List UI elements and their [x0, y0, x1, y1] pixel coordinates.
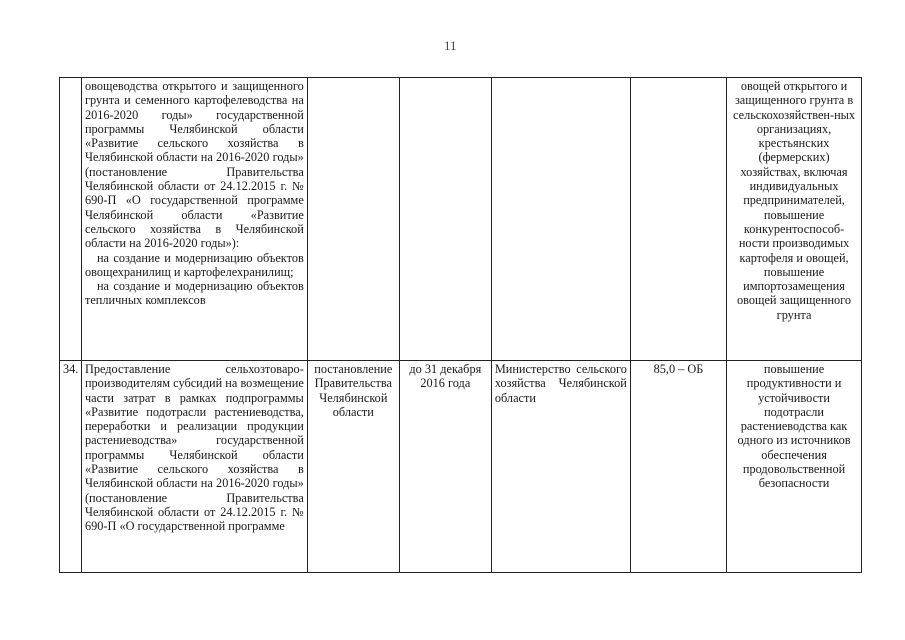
row-number-cell — [60, 78, 82, 361]
description-paragraph: на создание и модернизацию объектов овощехранилищ и картофелехранилищ; — [84, 250, 304, 279]
document-cell — [307, 78, 399, 361]
result-cell: овощей открытого и защищенного грунта в сельскохозяйствен-ных организациях, крестьянских (фермерских) хозяйствах, включая индивидуальных предпринимателей, повышение конкурентоспособ-ности производимых картофеля и овощей, повышение импортозамещения овощей защищенного грунта — [727, 78, 862, 361]
executor-cell — [491, 78, 630, 361]
description-cell — [81, 361, 307, 573]
result-cell: повышение продуктивности и устойчивости подотрасли растениеводства как одного из источников обеспечения продовольственной безопасности — [727, 361, 862, 573]
table-row — [60, 361, 862, 573]
description-paragraph: Предоставление сельхозтоваро-производителям субсидий на возмещение части затрат в рамках подпрограммы «Развитие подотрасли растениеводства, переработки и реализации продукции растениеводства» государственной программы Челябинской области «Развитие сельского хозяйства в Челябинской области на 2016-2020 годы» (постановление Правительства Челябинской области от 24.12.2015 г. № 690-П «О государственной программе — [84, 362, 304, 534]
description-paragraph: овощеводства открытого и защищенного грунта и семенного картофелеводства на 2016-2020 годы» государственной программы Челябинской области «Развитие сельского хозяйства в Челябинской области на 2016-2020 годы» (постановление Правительства Челябинской области от 24.12.2015 г. № 690-П «О государственной программе Челябинской области «Развитие сельского хозяйства в Челябинской области на 2016-2020 годы»): — [84, 79, 304, 251]
document-cell: постановление Правительства Челябинской области — [307, 361, 399, 573]
description-cell — [81, 78, 307, 361]
row-number-cell: 34. — [60, 361, 82, 573]
term-cell — [399, 78, 491, 361]
funding-cell: 85,0 – ОБ — [630, 361, 726, 573]
executor-cell: Министерство сельского хозяйства Челябинской области — [491, 361, 630, 573]
funding-cell — [630, 78, 726, 361]
page-number: 11 — [444, 38, 457, 53]
table-row — [60, 78, 862, 361]
measures-table — [59, 77, 862, 573]
term-cell: до 31 декабря 2016 года — [399, 361, 491, 573]
description-paragraph: на создание и модернизацию объектов тепличных комплексов — [84, 279, 304, 308]
